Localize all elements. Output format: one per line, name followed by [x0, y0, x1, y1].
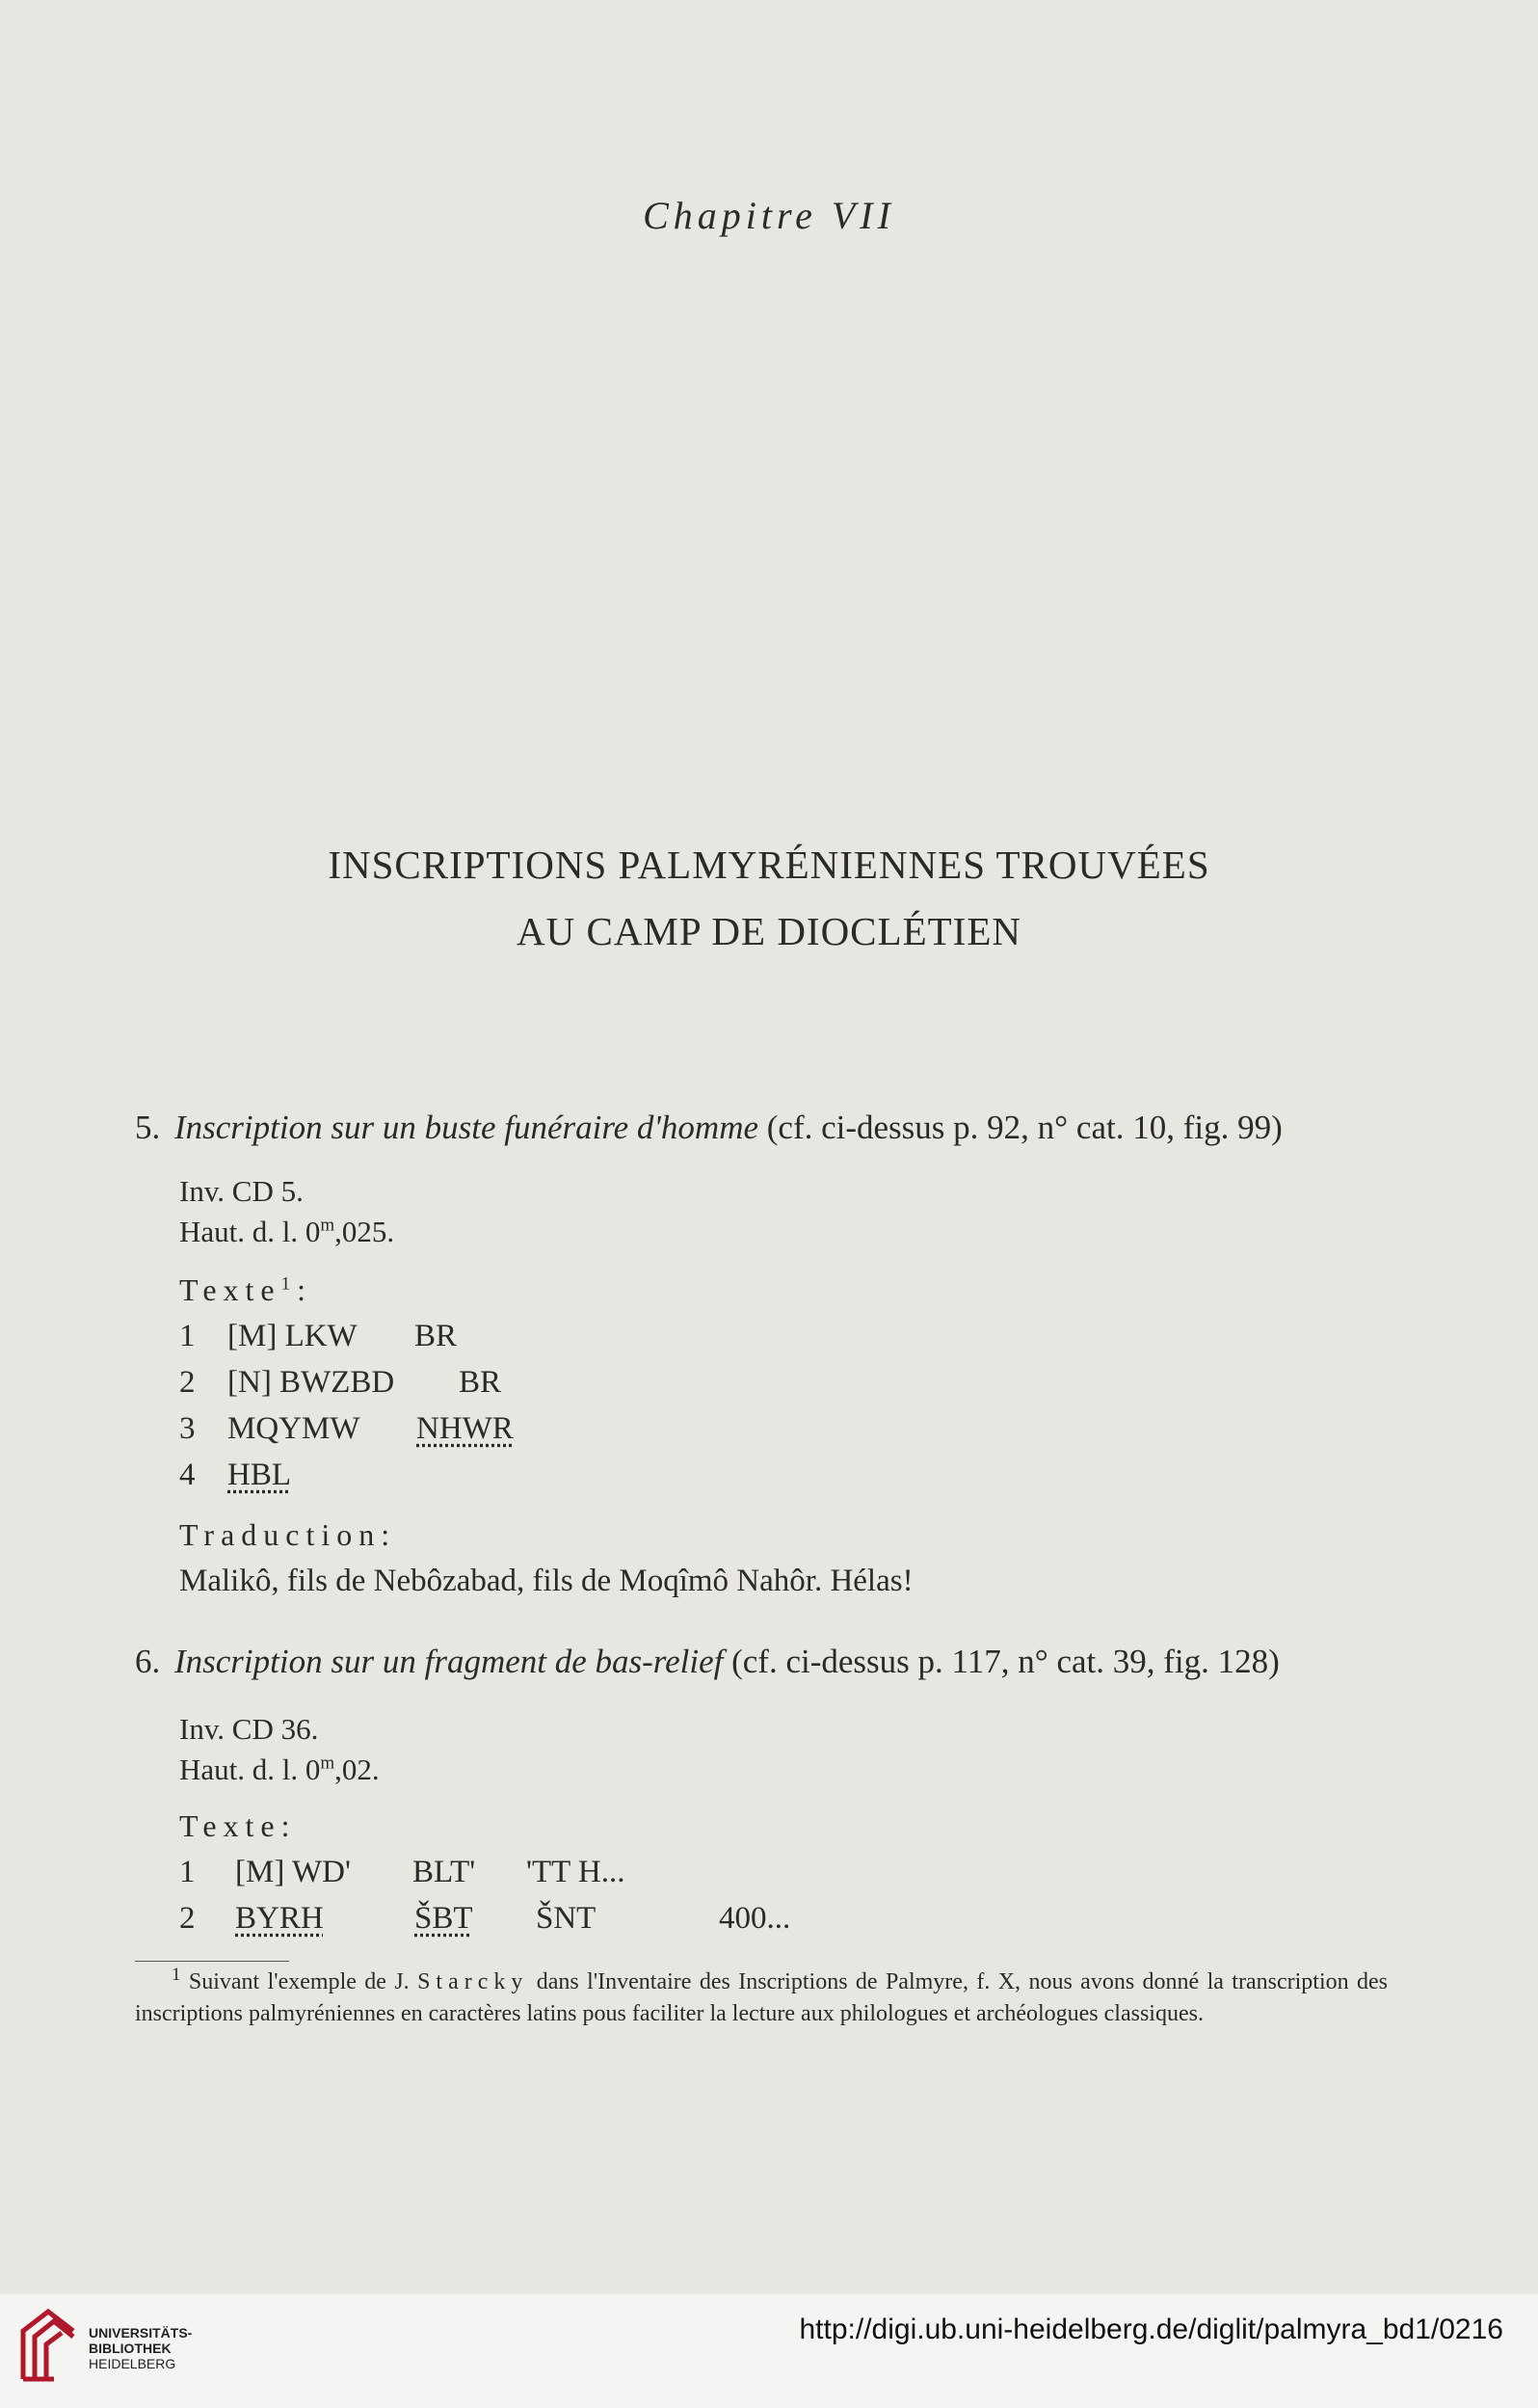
library-logo-text: [89, 2325, 192, 2371]
texte-label: [179, 1272, 312, 1308]
chapter-heading: Chapitre VII: [643, 194, 895, 237]
source-url[interactable]: http://digi.ub.uni-heidelberg.de/diglit/palmyra_bd1/0216: [799, 2314, 1503, 2345]
texte-colon: :: [297, 1272, 312, 1307]
letter-height: [179, 1752, 380, 1787]
haut-label: Haut. d. l. 0: [179, 1752, 321, 1786]
line-number: 2: [179, 1901, 196, 1936]
line-text: HBL: [227, 1458, 291, 1492]
haut-sup: m: [320, 1215, 335, 1236]
traduction-label: Traduction:: [179, 1517, 397, 1552]
line-text: NHWR: [416, 1411, 514, 1446]
line-text: BR: [414, 1319, 458, 1353]
footnote-number: 1: [172, 1965, 181, 1985]
entry-title: Inscription sur un buste funéraire d'homme: [174, 1109, 759, 1146]
entry-number: 6.: [135, 1643, 161, 1680]
line-number: 3: [179, 1411, 196, 1446]
line-text: ŠBT: [414, 1901, 473, 1936]
texte-word: Texte: [179, 1272, 281, 1307]
footnote-marker: 1: [280, 1273, 298, 1295]
footnote-text: Suivant l'exemple de J.: [188, 1969, 410, 1994]
library-logo-icon: [15, 2306, 83, 2385]
line-text: BR: [459, 1365, 502, 1400]
entry-number: 5.: [135, 1109, 161, 1146]
inventory-number: Inv. CD 36.: [179, 1712, 319, 1746]
line-number: 4: [179, 1458, 196, 1492]
line-number: 1: [179, 1319, 196, 1353]
haut-sup: m: [320, 1752, 335, 1774]
footnote-body: [135, 1967, 1388, 2030]
viewer-footer-bar: [0, 2294, 1538, 2408]
line-text: MQYMW: [227, 1411, 360, 1446]
haut-value: ,025.: [334, 1215, 395, 1248]
inventory-number: Inv. CD 5.: [179, 1174, 304, 1208]
line-number: 1: [179, 1855, 196, 1889]
footnote-text: dans l'Inventaire des Inscriptions de Palmyre, f. X, nous avons donné la transcription des inscriptions palmyréniennes en caractères latins pous faciliter la lecture aux philologues et archéologues classiques.: [135, 1969, 1388, 2026]
entry-6-heading: [135, 1643, 1280, 1681]
title-line-1: INSCRIPTIONS PALMYRÉNIENNES TROUVÉES: [328, 843, 1210, 887]
title-line-2: AU CAMP DE DIOCLÉTIEN: [517, 909, 1021, 953]
line-text: [N] BWZBD: [227, 1365, 395, 1400]
line-text: [M] WD': [235, 1855, 351, 1889]
entry-title: Inscription sur un fragment de bas-relief: [174, 1643, 724, 1680]
footnote-name: Starcky: [417, 1969, 529, 1994]
line-number: 2: [179, 1365, 196, 1400]
library-name-1: UNIVERSITÄTS-: [89, 2325, 193, 2341]
line-text: ŠNT: [536, 1901, 597, 1936]
letter-height: [179, 1215, 394, 1249]
line-text: 400...: [719, 1901, 791, 1936]
line-text: [M] LKW: [227, 1319, 358, 1353]
footnote: [135, 1967, 1388, 2030]
library-name-3: HEIDELBERG: [89, 2356, 176, 2371]
footnote-rule: [135, 1961, 289, 1962]
entry-5-heading: [135, 1109, 1283, 1147]
haut-label: Haut. d. l. 0: [179, 1215, 321, 1248]
line-text: BYRH: [235, 1901, 324, 1936]
line-text: 'TT H...: [526, 1855, 625, 1889]
library-name-2: BIBLIOTHEK: [89, 2341, 172, 2356]
texte-label: Texte:: [179, 1808, 297, 1843]
entry-reference: (cf. ci-dessus p. 92, n° cat. 10, fig. 99): [766, 1109, 1283, 1146]
entry-reference: (cf. ci-dessus p. 117, n° cat. 39, fig. 128): [731, 1643, 1280, 1680]
haut-value: ,02.: [334, 1752, 380, 1786]
traduction-text: Malikô, fils de Nebôzabad, fils de Moqîmô Nahôr. Hélas!: [179, 1564, 914, 1598]
line-text: BLT': [412, 1855, 476, 1889]
